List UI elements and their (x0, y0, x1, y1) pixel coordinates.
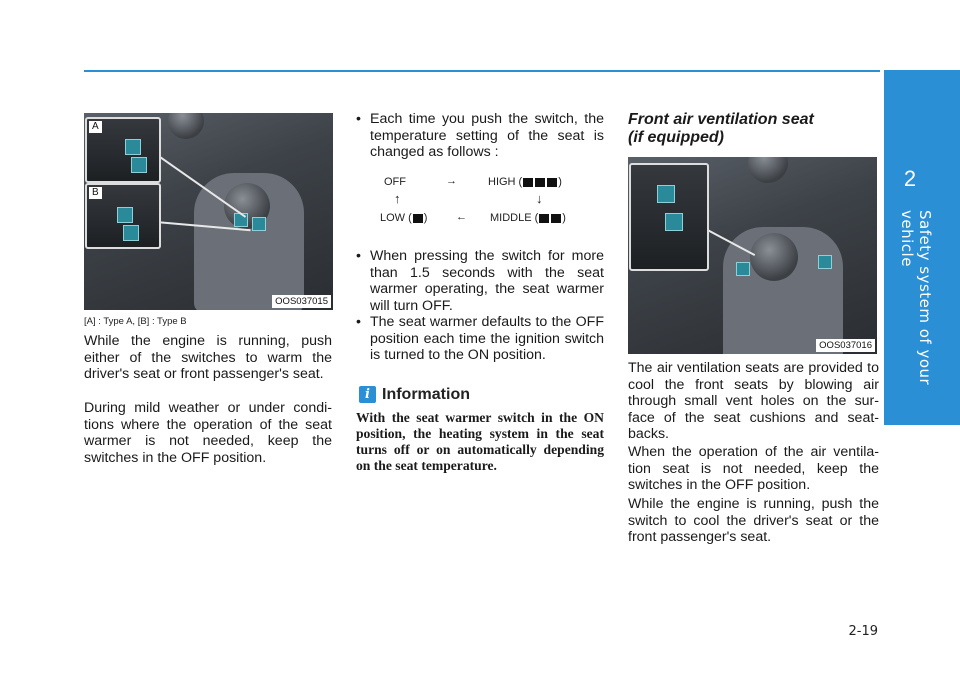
vent-switch (736, 262, 750, 276)
info-body: With the seat warmer switch in the ON position, the heating system in the seat turns off or on automatically depending on the seat temperature. (356, 410, 604, 473)
paragraph: While the engine is running, push the switch to cool the driver's seat or the front passenger's seat. (628, 496, 879, 545)
dial-knob (168, 113, 204, 139)
cycle-close: ) (562, 212, 566, 224)
vent-switch (818, 255, 832, 269)
ventilation-seat-figure (628, 157, 877, 354)
seat-button-icon (125, 139, 141, 155)
bullet-item: • When pressing the switch for more than 1.5 seconds with the seat warmer operating, the seat warmer will turn OFF. (356, 248, 604, 314)
bullet-item: • Each time you push the switch, the temperature setting of the seat is changed as follows : (356, 111, 604, 161)
header-rule (84, 70, 880, 72)
cycle-high-label: HIGH ( (488, 176, 523, 188)
section-heading: Front air ventilation seat (628, 111, 814, 128)
figure-caption: [A] : Type A, [B] : Type B (84, 316, 187, 327)
seat-button-icon (665, 213, 683, 231)
bullet-item: • The seat warmer defaults to the OFF position each time the ignition switch is turned to the ON position. (356, 314, 604, 364)
chapter-title: Safety system of your vehicle (898, 210, 934, 386)
section-heading-sub: (if equipped) (628, 129, 724, 146)
cycle-high (488, 176, 562, 188)
page-number: 2-19 (848, 624, 878, 639)
cycle-arrow-left: ← (456, 211, 467, 223)
cycle-close: ) (423, 212, 428, 224)
heat-level-1-icon (412, 212, 424, 224)
paragraph: While the engine is running, push either of the switches to warm the driver's seat or front passenger's seat. (84, 333, 332, 382)
chapter-tab (884, 70, 960, 425)
cycle-arrow-right: → (446, 175, 457, 187)
seat-button-icon (657, 185, 675, 203)
gear-knob (750, 233, 798, 281)
cycle-middle-label: MIDDLE ( (490, 212, 539, 224)
dial-knob (748, 157, 788, 183)
seat-button-icon (123, 225, 139, 241)
info-icon: i (359, 386, 376, 403)
cycle-arrow-up: ↑ (394, 191, 401, 206)
paragraph: During mild weather or under condi-tions where the operation of the seat warmer is not needed, keep the switches in the OFF position. (84, 400, 332, 466)
seat-button-icon (117, 207, 133, 223)
paragraph: When the operation of the air ventila-tion seat is not needed, keep the switches in the OFF position. (628, 444, 879, 493)
info-title: Information (382, 386, 470, 403)
paragraph: The air ventilation seats are provided to cool the front seats by blowing air through small vent holes on the sur-face of the seat cushions and seat-backs. (628, 360, 879, 442)
cycle-low-label: LOW ( (380, 212, 412, 224)
cycle-low (380, 212, 427, 224)
figure-code: OOS037015 (272, 295, 331, 308)
cycle-off: OFF (384, 176, 406, 188)
chapter-number: 2 (903, 166, 917, 191)
inset-label-b: B (89, 187, 102, 199)
cycle-close: ) (558, 176, 562, 188)
seat-button-icon (131, 157, 147, 173)
cycle-middle (490, 212, 566, 224)
seat-warmer-figure (84, 113, 333, 310)
inset-type-a (85, 117, 161, 183)
inset-label-a: A (89, 121, 102, 133)
heat-level-3-icon (522, 176, 558, 188)
cycle-arrow-down: ↓ (536, 191, 543, 206)
figure-code: OOS037016 (816, 339, 875, 352)
inset-type-b (85, 183, 161, 249)
heat-level-2-icon (538, 212, 562, 224)
seat-switch-b (252, 217, 266, 231)
inset-vent-switch (629, 163, 709, 271)
